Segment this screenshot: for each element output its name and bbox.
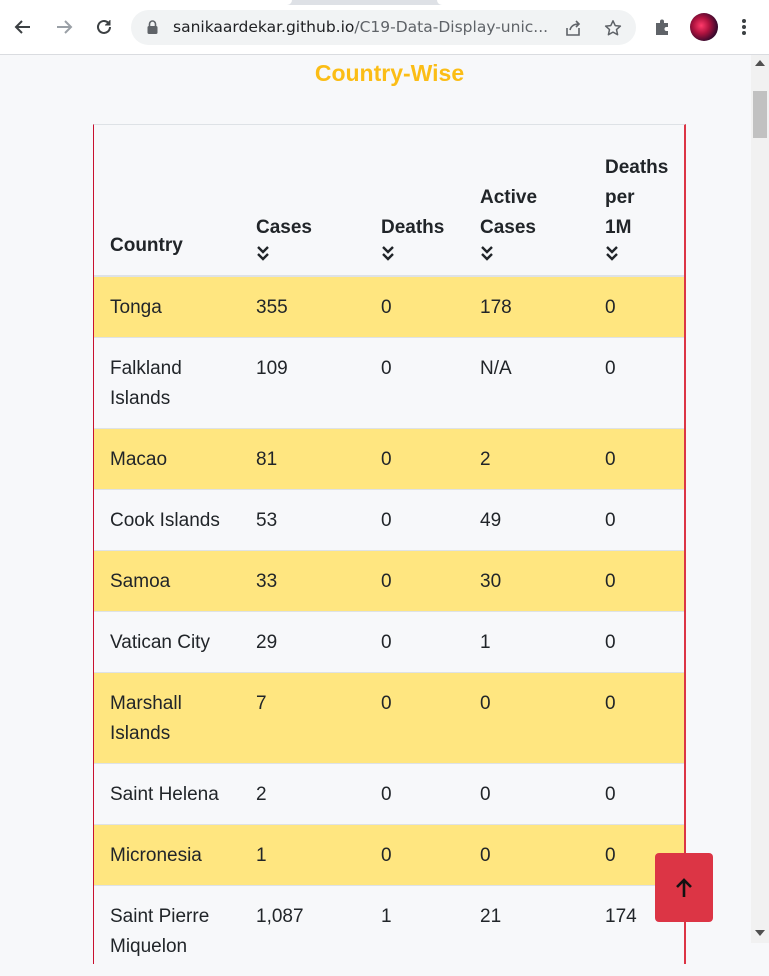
- table-row: [94, 338, 684, 429]
- url-text[interactable]: [173, 18, 553, 36]
- cell-cases: 7: [240, 673, 365, 764]
- cell-deaths: 0: [365, 429, 464, 490]
- header-deaths-per-million[interactable]: [589, 125, 684, 276]
- table-row: [94, 612, 684, 673]
- header-cases[interactable]: [240, 125, 365, 276]
- cell-country: Cook Islands: [94, 490, 240, 551]
- cell-active: 21: [464, 886, 589, 976]
- tab-left[interactable]: [0, 0, 292, 5]
- share-button[interactable]: [562, 17, 584, 39]
- table-row: [94, 764, 684, 825]
- table-row: [94, 276, 684, 338]
- cell-deaths: 0: [365, 490, 464, 551]
- cell-country: Macao: [94, 429, 240, 490]
- cell-dpm: 0: [589, 612, 684, 673]
- cell-dpm: 0: [589, 490, 684, 551]
- scroll-to-top-button[interactable]: [655, 853, 713, 922]
- cell-dpm: 0: [589, 276, 684, 338]
- reload-button[interactable]: [90, 13, 118, 41]
- address-bar[interactable]: [131, 10, 636, 45]
- sort-dpm-icon[interactable]: [605, 245, 619, 261]
- cell-deaths: 0: [365, 551, 464, 612]
- cell-cases: 33: [240, 551, 365, 612]
- country-table: [94, 125, 684, 976]
- profile-avatar[interactable]: [690, 13, 718, 41]
- scroll-down-arrow-icon[interactable]: [755, 930, 765, 936]
- cell-cases: 1: [240, 825, 365, 886]
- kebab-menu-icon: [741, 18, 747, 36]
- star-icon: [604, 19, 622, 37]
- table-row: [94, 825, 684, 886]
- table-row: [94, 490, 684, 551]
- cell-cases: 355: [240, 276, 365, 338]
- table-row: [94, 429, 684, 490]
- header-dpm-label-1: Deaths: [605, 157, 668, 178]
- header-dpm-label-2: per: [605, 187, 635, 208]
- header-cases-label: Cases: [256, 217, 312, 238]
- cell-country: Vatican City: [94, 612, 240, 673]
- cell-active: 30: [464, 551, 589, 612]
- scroll-up-arrow-icon[interactable]: [755, 60, 765, 66]
- country-table-container: [93, 124, 686, 964]
- cell-country: Saint Pierre Miquelon: [94, 886, 240, 976]
- share-icon: [564, 19, 582, 37]
- tab-strip: [0, 0, 769, 5]
- header-dpm-label-3: 1M: [605, 217, 631, 238]
- cell-deaths: 0: [365, 276, 464, 338]
- cell-country: Micronesia: [94, 825, 240, 886]
- cell-dpm: 0: [589, 673, 684, 764]
- page-title: Country-Wise: [0, 60, 769, 87]
- cell-dpm: 174: [589, 886, 684, 976]
- extensions-button[interactable]: [650, 14, 676, 40]
- page-scrollbar[interactable]: [751, 55, 769, 943]
- arrow-left-icon: [14, 18, 32, 36]
- cell-cases: 109: [240, 338, 365, 429]
- header-active-cases[interactable]: [464, 125, 589, 276]
- cell-active: 178: [464, 276, 589, 338]
- browser-toolbar: [0, 0, 769, 55]
- header-country-label: Country: [110, 235, 183, 256]
- url-path: /C19-Data-Display-unic...: [354, 18, 548, 36]
- table-row: [94, 886, 684, 976]
- cell-dpm: 0: [589, 825, 684, 886]
- cell-deaths: 1: [365, 886, 464, 976]
- table-row: [94, 551, 684, 612]
- cell-active: 2: [464, 429, 589, 490]
- cell-country: Tonga: [94, 276, 240, 338]
- cell-deaths: 0: [365, 338, 464, 429]
- header-active-label-2: Cases: [480, 217, 536, 238]
- header-deaths[interactable]: [365, 125, 464, 276]
- table-header-row: [94, 125, 684, 276]
- cell-active: 0: [464, 825, 589, 886]
- back-button[interactable]: [9, 13, 37, 41]
- cell-active: 0: [464, 764, 589, 825]
- arrow-right-icon: [55, 18, 73, 36]
- forward-button[interactable]: [50, 13, 78, 41]
- cell-dpm: 0: [589, 551, 684, 612]
- header-country[interactable]: [94, 125, 240, 276]
- cell-dpm: 0: [589, 429, 684, 490]
- cell-active: N/A: [464, 338, 589, 429]
- cell-cases: 53: [240, 490, 365, 551]
- scrollbar-thumb[interactable]: [753, 91, 767, 138]
- cell-cases: 29: [240, 612, 365, 673]
- bookmark-button[interactable]: [602, 17, 624, 39]
- puzzle-icon: [654, 18, 672, 36]
- cell-cases: 1,087: [240, 886, 365, 976]
- cell-country: Saint Helena: [94, 764, 240, 825]
- table-row: [94, 673, 684, 764]
- cell-cases: 2: [240, 764, 365, 825]
- cell-dpm: 0: [589, 764, 684, 825]
- sort-cases-icon[interactable]: [256, 245, 270, 261]
- cell-deaths: 0: [365, 764, 464, 825]
- cell-deaths: 0: [365, 612, 464, 673]
- menu-button[interactable]: [731, 14, 757, 40]
- cell-deaths: 0: [365, 825, 464, 886]
- cell-active: 49: [464, 490, 589, 551]
- cell-country: Marshall Islands: [94, 673, 240, 764]
- header-active-label-1: Active: [480, 187, 537, 208]
- header-deaths-label: Deaths: [381, 217, 444, 238]
- arrow-up-icon: [674, 877, 694, 899]
- tab-right[interactable]: [437, 0, 769, 5]
- cell-deaths: 0: [365, 673, 464, 764]
- cell-country: Samoa: [94, 551, 240, 612]
- sort-active-icon[interactable]: [480, 245, 494, 261]
- lock-icon[interactable]: [147, 20, 158, 34]
- cell-cases: 81: [240, 429, 365, 490]
- cell-dpm: 0: [589, 338, 684, 429]
- sort-deaths-icon[interactable]: [381, 245, 395, 261]
- url-domain: sanikaardekar.github.io: [173, 18, 354, 36]
- cell-active: 0: [464, 673, 589, 764]
- reload-icon: [95, 18, 113, 36]
- cell-active: 1: [464, 612, 589, 673]
- cell-country: Falkland Islands: [94, 338, 240, 429]
